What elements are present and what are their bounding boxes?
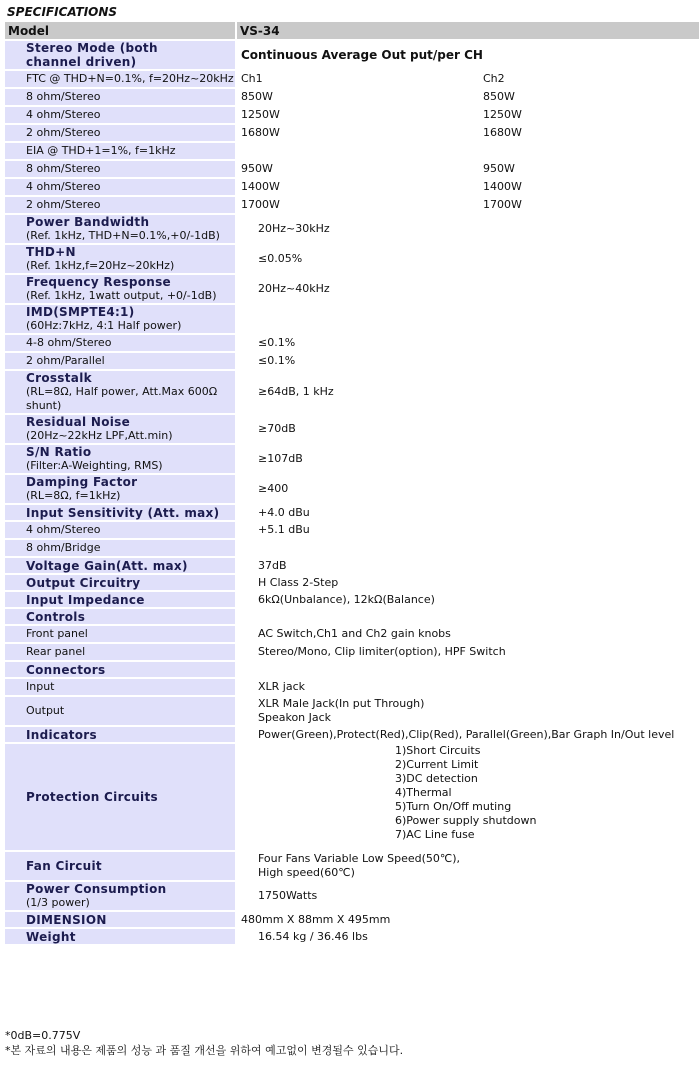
spec-label-cell: [5, 40, 236, 70]
table-row: [5, 928, 699, 945]
spec-label: Stereo Mode (both channel driven): [26, 41, 158, 69]
spec-label-cell: [5, 304, 236, 334]
spec-value: +5.1 dBu: [258, 523, 310, 536]
spec-value-cell: [236, 40, 699, 70]
spec-label: Input Impedance: [26, 592, 145, 607]
spec-label: S/N Ratio: [26, 445, 92, 459]
spec-label-cell: [5, 678, 236, 696]
spec-value: XLR jack: [258, 680, 306, 693]
table-row: [5, 196, 699, 214]
spec-value: 20Hz~40kHz: [258, 282, 330, 295]
footnote: *본 자료의 내용은 제품의 성능 과 품질 개선을 위하여 예고없이 변경될수 있습니다.: [5, 1044, 404, 1057]
spec-label: Protection Circuits: [26, 790, 158, 804]
spec-label: Frequency Response: [26, 275, 171, 289]
ch1-value: Ch1: [241, 72, 263, 85]
spec-label-note: (Ref. 1kHz, 1watt output, +0/-1dB): [26, 289, 217, 302]
spec-label: EIA @ THD+1=1%, f=1kHz: [26, 144, 176, 157]
spec-label-cell: [5, 726, 236, 743]
spec-label-note: (1/3 power): [26, 896, 90, 909]
table-row: [5, 881, 699, 911]
spec-label: Residual Noise: [26, 415, 131, 429]
spec-label-cell: [5, 643, 236, 661]
table-row: [5, 304, 699, 334]
spec-value-cell: [236, 244, 699, 274]
table-row: [5, 574, 699, 591]
spec-value-cell: [236, 881, 699, 911]
spec-label-cell: [5, 928, 236, 945]
spec-value-cell: [236, 643, 699, 661]
spec-value: 20Hz~30kHz: [258, 222, 330, 235]
spec-value: 6kΩ(Unbalance), 12kΩ(Balance): [258, 592, 435, 606]
spec-label: 4 ohm/Stereo: [26, 108, 101, 121]
ch1-value: 1400W: [241, 180, 280, 193]
table-row: [5, 160, 699, 178]
spec-label: DIMENSION: [26, 912, 107, 927]
ch2-value: 1250W: [483, 108, 522, 121]
spec-value-cell: [236, 696, 699, 726]
spec-label-cell: [5, 274, 236, 304]
spec-value-line2: Speakon Jack: [258, 711, 332, 724]
table-row: [5, 911, 699, 928]
table-row: [5, 274, 699, 304]
ch2-value: 1400W: [483, 180, 522, 193]
spec-label-cell: [5, 124, 236, 142]
spec-label-cell: [5, 557, 236, 574]
spec-label: Connectors: [26, 662, 106, 677]
spec-value-cell: [236, 743, 699, 851]
footnote: *0dB=0.775V: [5, 1029, 81, 1042]
table-row: [5, 625, 699, 643]
ch1-value: 850W: [241, 90, 273, 103]
ch1-value: 1680W: [241, 126, 280, 139]
spec-label: Rear panel: [26, 645, 86, 658]
header-model-value: VS-34: [236, 22, 699, 40]
spec-label: 2 ohm/Stereo: [26, 126, 101, 139]
table-row: [5, 608, 699, 625]
spec-label-note: (60Hz:7kHz, 4:1 Half power): [26, 319, 182, 332]
spec-label-cell: [5, 504, 236, 521]
spec-value: ≤0.05%: [258, 252, 303, 265]
spec-label-cell: [5, 574, 236, 591]
spec-label-cell: [5, 142, 236, 160]
spec-value-cell: [236, 274, 699, 304]
spec-label: 4 ohm/Stereo: [26, 523, 101, 536]
spec-value: 16.54 kg / 36.46 lbs: [258, 929, 368, 943]
spec-value-cell: [236, 196, 699, 214]
spec-value: ≤0.1%: [258, 354, 296, 367]
table-row: [5, 539, 699, 557]
spec-value-cell: [236, 352, 699, 370]
spec-value: ≥400: [258, 482, 289, 495]
spec-label-cell: [5, 106, 236, 124]
spec-value-cell: [236, 928, 699, 945]
spec-value-line2: High speed(60℃): [258, 866, 355, 879]
spec-label-cell: [5, 696, 236, 726]
spec-label: Voltage Gain(Att. max): [26, 558, 188, 573]
spec-label: Input: [26, 680, 55, 693]
spec-value-cell: [236, 625, 699, 643]
protection-item: 7)AC Line fuse: [395, 828, 475, 841]
spec-label-cell: [5, 881, 236, 911]
table-row: [5, 696, 699, 726]
spec-value-cell: [236, 608, 699, 625]
spec-value: ≤0.1%: [258, 336, 296, 349]
spec-value: AC Switch,Ch1 and Ch2 gain knobs: [258, 627, 451, 640]
spec-label: 8 ohm/Bridge: [26, 541, 101, 554]
table-row: [5, 370, 699, 414]
spec-value-cell: [236, 214, 699, 244]
protection-item: 5)Turn On/Off muting: [395, 800, 512, 813]
table-row: [5, 851, 699, 881]
spec-value-cell: [236, 521, 699, 539]
spec-label-cell: [5, 474, 236, 504]
spec-value-cell: [236, 414, 699, 444]
table-row: [5, 444, 699, 474]
spec-value-cell: [236, 178, 699, 196]
table-row: [5, 244, 699, 274]
spec-label: FTC @ THD+N=0.1%, f=20Hz~20kHz: [26, 72, 234, 85]
spec-label: Fan Circuit: [26, 859, 102, 873]
table-row: [5, 214, 699, 244]
spec-label: Indicators: [26, 727, 97, 742]
spec-label: 4-8 ohm/Stereo: [26, 336, 112, 349]
table-row: [5, 142, 699, 160]
spec-value-cell: [236, 851, 699, 881]
spec-value-cell: [236, 911, 699, 928]
spec-label-cell: [5, 70, 236, 88]
spec-value: Power(Green),Protect(Red),Clip(Red), Parallel(Green),Bar Graph In/Out level: [258, 727, 675, 741]
spec-label-cell: [5, 88, 236, 106]
spec-label-cell: [5, 334, 236, 352]
section-title: SPECIFICATIONS: [7, 5, 118, 19]
spec-value-cell: [236, 591, 699, 608]
table-row: [5, 643, 699, 661]
spec-label: Weight: [26, 929, 76, 944]
table-row: [5, 70, 699, 88]
spec-label-cell: [5, 444, 236, 474]
table-row: [5, 178, 699, 196]
spec-table: [5, 22, 699, 946]
spec-value-cell: [236, 124, 699, 142]
table-row: [5, 474, 699, 504]
spec-value-cell: [236, 678, 699, 696]
header-model-label: Model: [5, 22, 236, 40]
spec-value: 480mm X 88mm X 495mm: [241, 912, 391, 926]
spec-label-cell: [5, 608, 236, 625]
spec-label: Crosstalk: [26, 371, 92, 385]
spec-label-cell: [5, 661, 236, 678]
spec-label-cell: [5, 851, 236, 881]
spec-label-cell: [5, 521, 236, 539]
spec-value-cell: [236, 334, 699, 352]
spec-value: +4.0 dBu: [258, 505, 310, 519]
table-header-row: [5, 22, 699, 40]
spec-value: Four Fans Variable Low Speed(50℃),: [258, 852, 461, 865]
spec-label-note: (Ref. 1kHz, THD+N=0.1%,+0/-1dB): [26, 229, 220, 242]
protection-item: 6)Power supply shutdown: [395, 814, 537, 827]
ch2-value: 850W: [483, 90, 515, 103]
spec-label-cell: [5, 160, 236, 178]
spec-label: 2 ohm/Parallel: [26, 354, 105, 367]
spec-label-cell: [5, 196, 236, 214]
table-row: [5, 334, 699, 352]
spec-label-note: (Ref. 1kHz,f=20Hz~20kHz): [26, 259, 175, 272]
spec-value: 37dB: [258, 558, 287, 572]
spec-value: Continuous Average Out put/per CH: [241, 48, 483, 62]
spec-label: Input Sensitivity (Att. max): [26, 505, 220, 520]
spec-value: ≥70dB: [258, 422, 296, 435]
spec-label-cell: [5, 214, 236, 244]
table-row: [5, 124, 699, 142]
table-row: [5, 726, 699, 743]
spec-value-cell: [236, 726, 699, 743]
ch1-value: 1250W: [241, 108, 280, 121]
spec-label-cell: [5, 743, 236, 851]
spec-label-note: (20Hz~22kHz LPF,Att.min): [26, 429, 173, 442]
spec-label-cell: [5, 178, 236, 196]
protection-item: 1)Short Circuits: [395, 744, 481, 757]
ch2-value: 1680W: [483, 126, 522, 139]
spec-value-cell: [236, 574, 699, 591]
spec-value-cell: [236, 88, 699, 106]
ch2-value: Ch2: [483, 72, 505, 85]
ch1-value: 1700W: [241, 198, 280, 211]
footnotes: [5, 1028, 403, 1058]
table-row: [5, 557, 699, 574]
spec-value: 1750Watts: [258, 889, 318, 902]
table-row: [5, 414, 699, 444]
protection-item: 3)DC detection: [395, 772, 478, 785]
spec-value-cell: [236, 474, 699, 504]
spec-label-cell: [5, 625, 236, 643]
spec-value-cell: [236, 661, 699, 678]
spec-label: 8 ohm/Stereo: [26, 90, 101, 103]
spec-value-cell: [236, 142, 699, 160]
table-row: [5, 106, 699, 124]
spec-value-cell: [236, 539, 699, 557]
spec-label: Damping Factor: [26, 475, 138, 489]
spec-label: 4 ohm/Stereo: [26, 180, 101, 193]
spec-label: Output Circuitry: [26, 575, 141, 590]
ch2-value: 950W: [483, 162, 515, 175]
spec-label-note: (RL=8Ω, Half power, Att.Max 600Ω shunt): [26, 385, 218, 412]
spec-label: Front panel: [26, 627, 88, 640]
table-row: [5, 661, 699, 678]
spec-label: IMD(SMPTE4:1): [26, 305, 135, 319]
spec-label: Power Bandwidth: [26, 215, 150, 229]
protection-item: 4)Thermal: [395, 786, 452, 799]
table-row: [5, 678, 699, 696]
table-row: [5, 591, 699, 608]
spec-value-cell: [236, 70, 699, 88]
spec-value-cell: [236, 557, 699, 574]
table-row: [5, 40, 699, 70]
spec-value-cell: [236, 160, 699, 178]
spec-value: H Class 2-Step: [258, 575, 339, 589]
spec-label-note: (RL=8Ω, f=1kHz): [26, 489, 121, 502]
protection-item: 2)Current Limit: [395, 758, 479, 771]
spec-label: Output: [26, 704, 65, 717]
spec-label: Controls: [26, 609, 86, 624]
spec-label-cell: [5, 539, 236, 557]
spec-label: 2 ohm/Stereo: [26, 198, 101, 211]
table-row: [5, 504, 699, 521]
spec-value-cell: [236, 106, 699, 124]
spec-value-cell: [236, 370, 699, 414]
spec-label-cell: [5, 591, 236, 608]
spec-label: THD+N: [26, 245, 76, 259]
table-row: [5, 88, 699, 106]
spec-label-note: (Filter:A-Weighting, RMS): [26, 459, 163, 472]
spec-label: Power Consumption: [26, 882, 167, 896]
spec-label-cell: [5, 370, 236, 414]
spec-value-cell: [236, 444, 699, 474]
spec-value: Stereo/Mono, Clip limiter(option), HPF Switch: [258, 645, 506, 658]
table-row: [5, 352, 699, 370]
spec-value: XLR Male Jack(In put Through): [258, 697, 425, 710]
spec-label-cell: [5, 414, 236, 444]
table-row: [5, 521, 699, 539]
spec-label-cell: [5, 352, 236, 370]
spec-value-cell: [236, 304, 699, 334]
spec-label-cell: [5, 244, 236, 274]
spec-value-cell: [236, 504, 699, 521]
spec-value: ≥64dB, 1 kHz: [258, 385, 334, 398]
ch1-value: 950W: [241, 162, 273, 175]
spec-value: ≥107dB: [258, 452, 303, 465]
spec-label: 8 ohm/Stereo: [26, 162, 101, 175]
ch2-value: 1700W: [483, 198, 522, 211]
table-row: [5, 743, 699, 851]
spec-label-cell: [5, 911, 236, 928]
